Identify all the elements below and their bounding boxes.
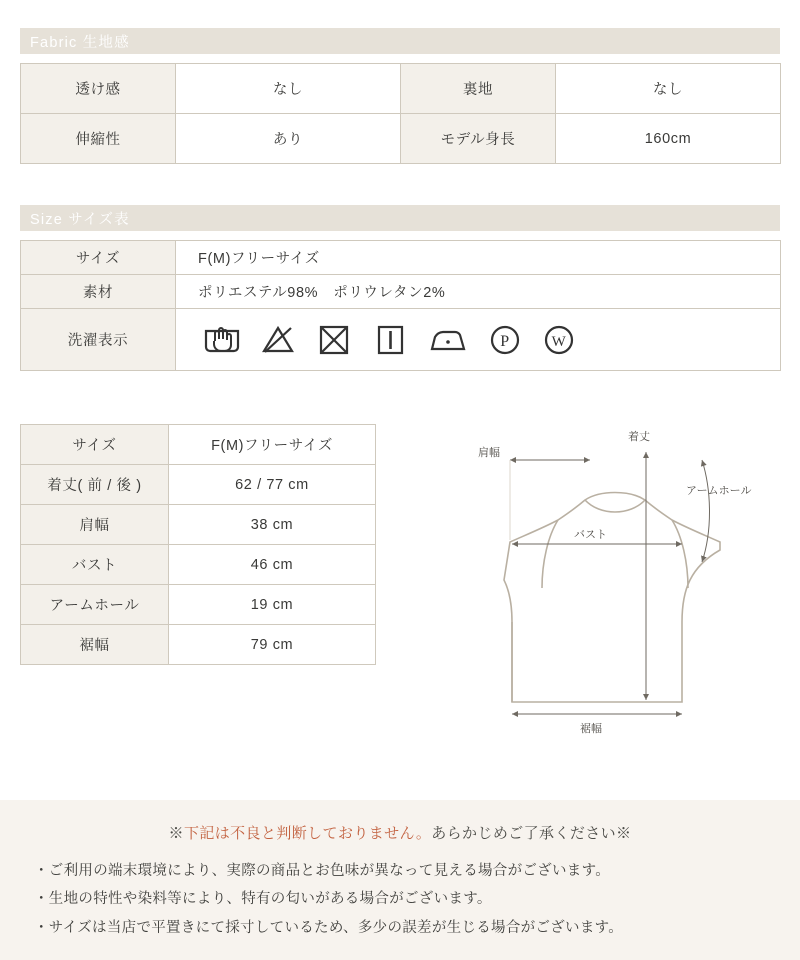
size-section-heading: Size サイズ表 [20, 205, 780, 231]
dry-clean-p-icon [486, 321, 524, 359]
meas-label-shoulder: 肩幅 [21, 505, 169, 545]
notice-title-pre: ※ [168, 825, 184, 842]
iron-low-icon [426, 321, 470, 359]
garment-measurement-diagram [450, 412, 780, 752]
svg-text:W: W [551, 333, 567, 350]
diagram-label-hem: 裾幅 [580, 723, 602, 735]
table-row [21, 545, 376, 585]
meas-label-armhole: アームホール [21, 585, 169, 625]
table-row [21, 241, 781, 275]
meas-value-bust: 46 cm [169, 545, 376, 585]
meas-value-shoulder: 38 cm [169, 505, 376, 545]
meas-header-label: サイズ [21, 425, 169, 465]
no-tumble-dry-icon [314, 321, 354, 359]
fabric-value-stretch: あり [176, 114, 401, 164]
notice-block [0, 800, 800, 960]
notice-line: ・ご利用の端末環境により、実際の商品とお色味が異なって見える場合がございます。 [34, 863, 611, 879]
table-row [21, 275, 781, 309]
table-row [21, 505, 376, 545]
notice-title-strong: 下記は不良と判断しておりません。 [183, 825, 432, 842]
fabric-value-model-height: 160cm [556, 114, 781, 164]
diagram-label-shoulder: 肩幅 [478, 447, 500, 459]
table-row [21, 64, 781, 114]
wet-clean-w-icon [540, 321, 578, 359]
table-row [21, 465, 376, 505]
notice-line: ・サイズは当店で平置きにて採寸しているため、多少の誤差が生じる場合がございます。 [34, 919, 624, 936]
meas-value-length: 62 / 77 cm [169, 465, 376, 505]
meas-label-length: 着丈( 前 / 後 ) [21, 465, 169, 505]
fabric-label-stretch: 伸縮性 [21, 114, 176, 164]
fabric-value-sheerness: なし [176, 64, 401, 114]
size-value-material: ポリエステル98% ポリウレタン2% [176, 275, 781, 309]
meas-header-value: F(M)フリーサイズ [169, 425, 376, 465]
notice-title-post: あらかじめご了承ください※ [431, 825, 632, 842]
fabric-section-heading: Fabric 生地感 [20, 28, 780, 54]
diagram-label-length: 着丈 [628, 431, 650, 443]
measurement-table [20, 424, 376, 665]
table-row [21, 425, 376, 465]
line-dry-icon [370, 321, 410, 359]
meas-label-hem: 裾幅 [21, 625, 169, 665]
size-label-material: 素材 [21, 275, 176, 309]
fabric-label-model-height: モデル身長 [401, 114, 556, 164]
notice-line: ・生地の特性や染料等により、特有の匂いがある場合がございます。 [34, 891, 492, 908]
diagram-label-bust: バスト [574, 529, 607, 541]
table-row [21, 309, 781, 371]
size-label-care: 洗濯表示 [21, 309, 176, 371]
table-row [21, 585, 376, 625]
size-value-size: F(M)フリーサイズ [176, 241, 781, 275]
meas-value-armhole: 19 cm [169, 585, 376, 625]
size-label-size: サイズ [21, 241, 176, 275]
fabric-value-lining: なし [556, 64, 781, 114]
diagram-label-armhole: アームホール [686, 485, 752, 497]
size-table [20, 240, 781, 371]
no-bleach-icon [258, 321, 298, 359]
table-row [21, 625, 376, 665]
size-value-care [176, 309, 781, 371]
fabric-label-sheerness: 透け感 [21, 64, 176, 114]
meas-value-hem: 79 cm [169, 625, 376, 665]
svg-text:P: P [500, 332, 510, 350]
laundry-symbol-group [180, 309, 776, 370]
hand-wash-icon [202, 321, 242, 359]
meas-label-bust: バスト [21, 545, 169, 585]
table-row [21, 114, 781, 164]
notice-title [34, 822, 766, 843]
fabric-label-lining: 裏地 [401, 64, 556, 114]
fabric-table [20, 63, 781, 164]
